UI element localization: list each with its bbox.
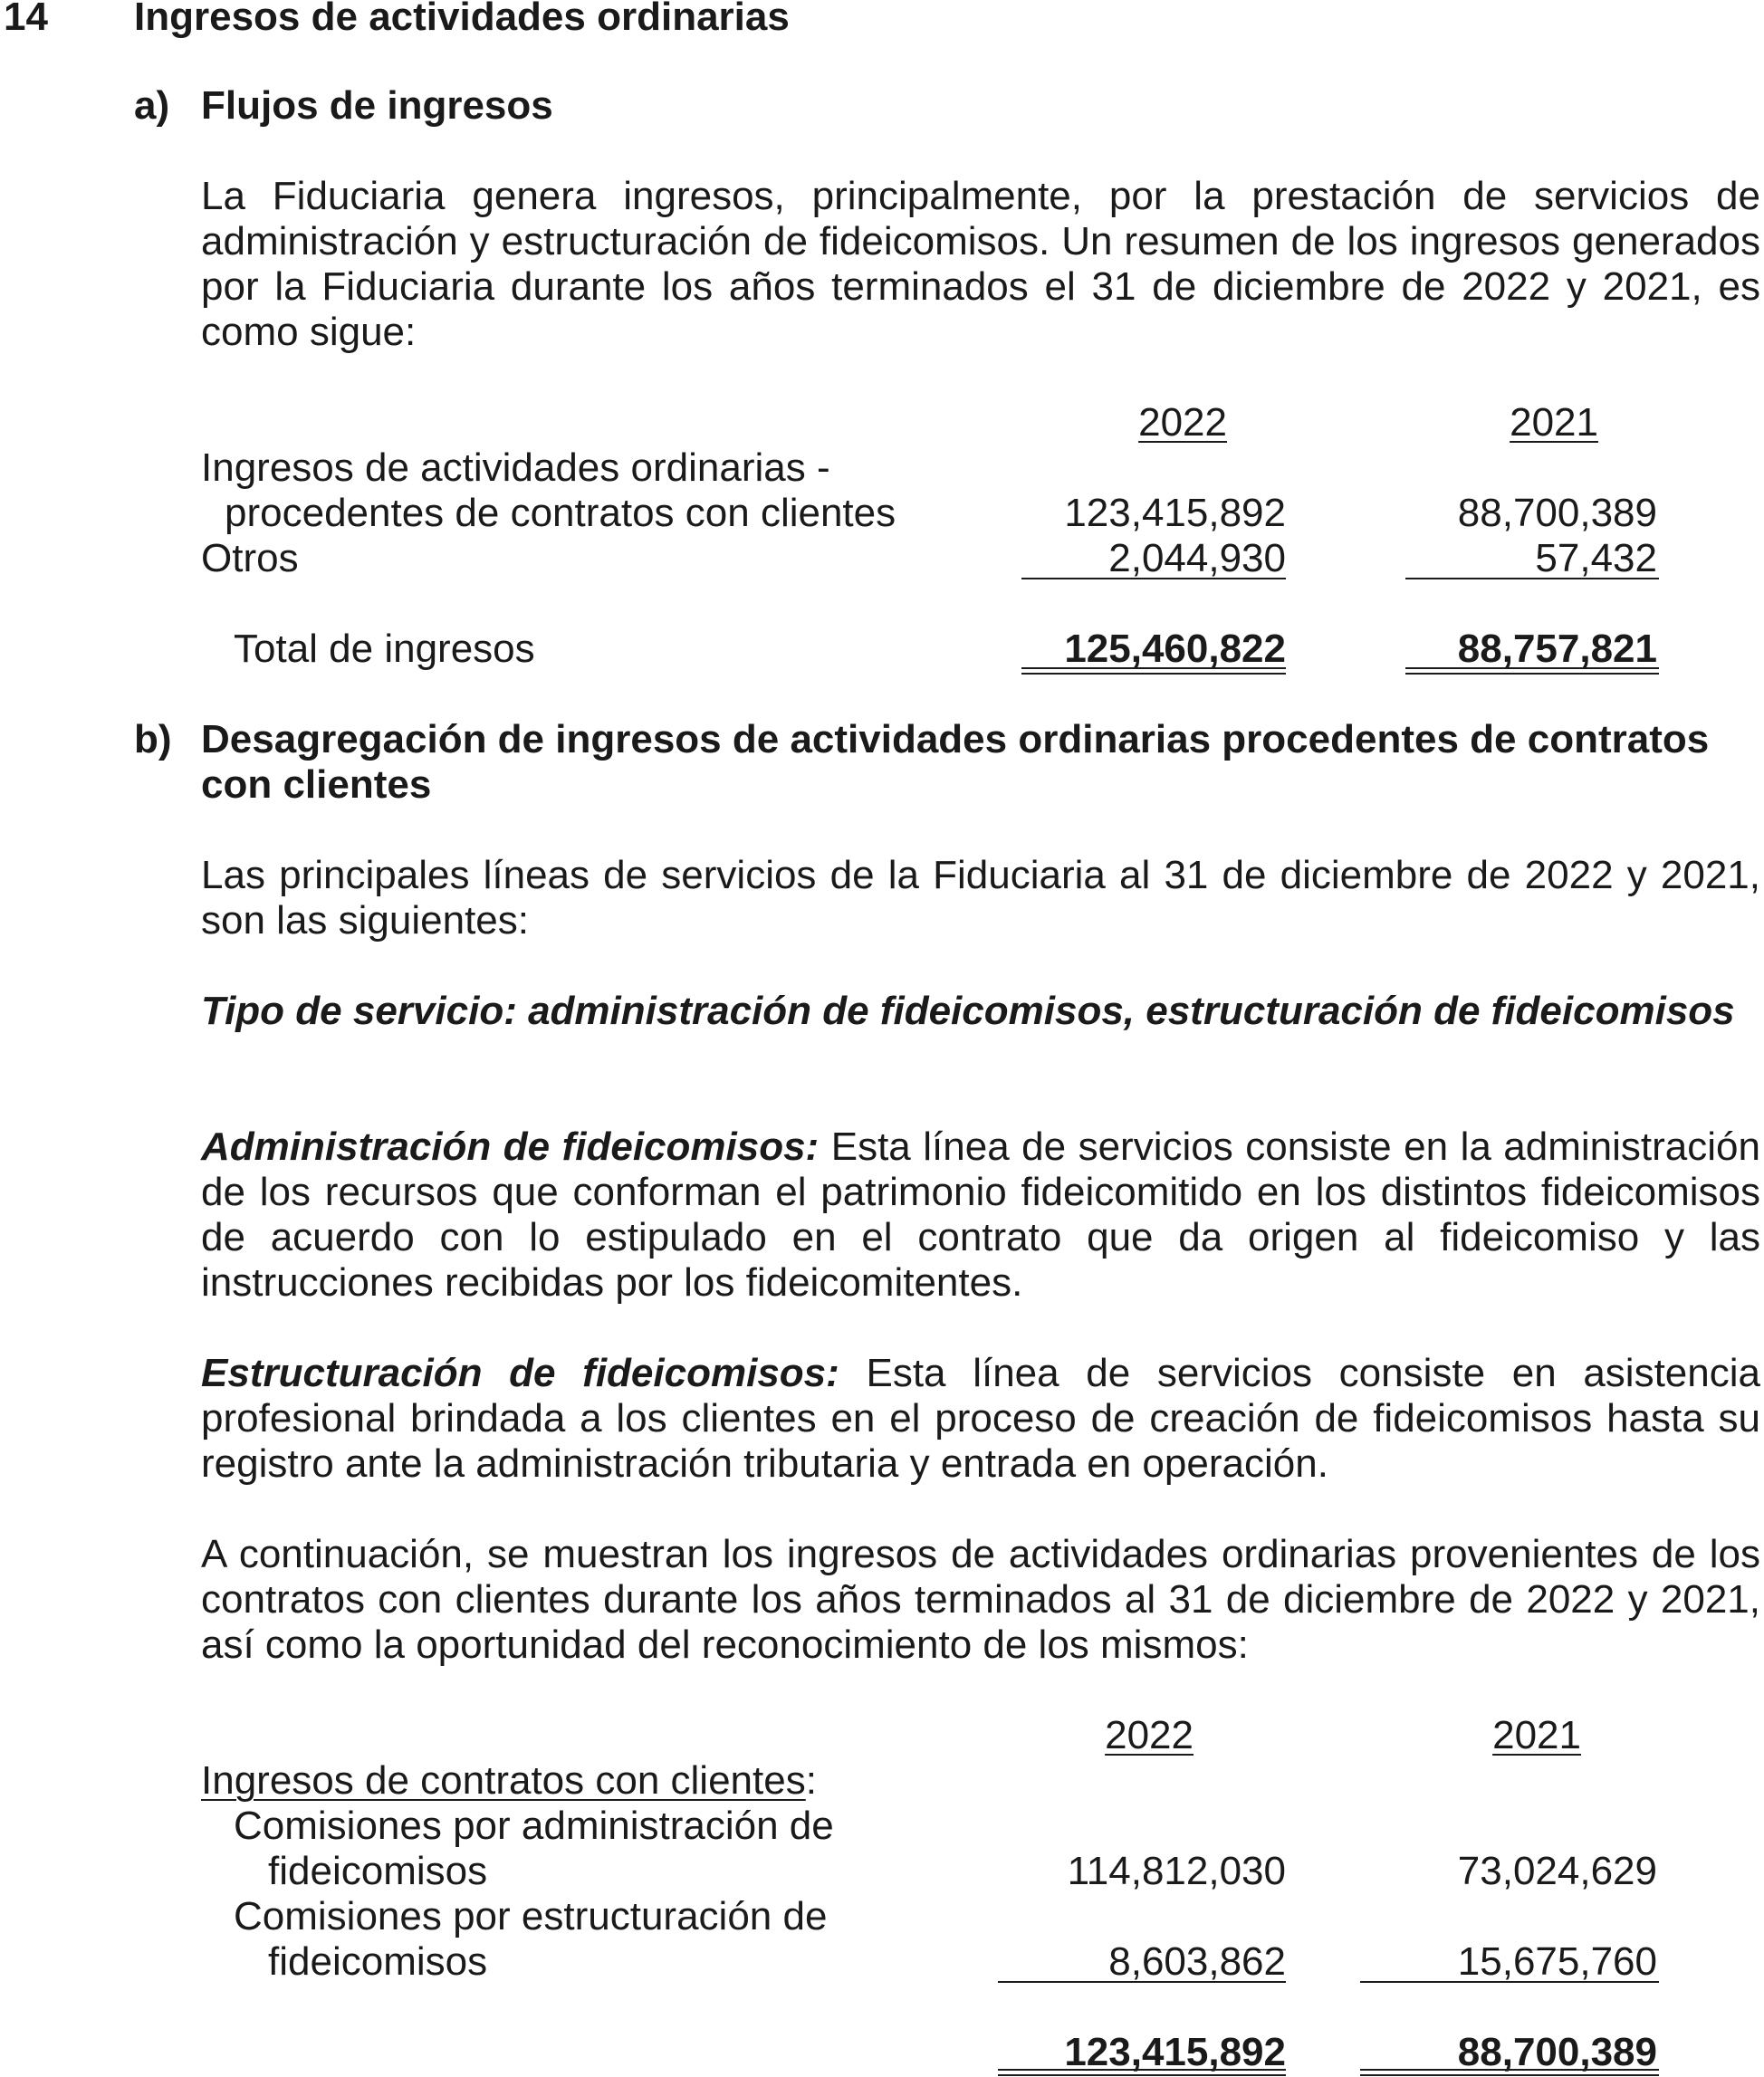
table-a-row1-2021: 88,700,389	[1457, 491, 1657, 535]
section-title: Ingresos de actividades ordinarias	[134, 0, 790, 39]
table-b-col-2022: 2022	[1105, 1713, 1194, 1757]
table-a-total-rule-2021	[1405, 667, 1659, 675]
admin-description	[201, 1125, 1760, 1306]
table-b-subtotal-rule-2022	[998, 1981, 1286, 1983]
part-a-marker: a)	[134, 83, 170, 128]
table-b-group-label	[201, 1758, 817, 1804]
table-a-row1-2022: 123,415,892	[1064, 491, 1286, 535]
table-a-col-2022: 2022	[1138, 400, 1227, 445]
table-b-row2-label-line1: Comisiones por estructuración de	[234, 1894, 828, 1938]
table-a-row1-label-line2: procedentes de contratos con clientes	[225, 491, 896, 535]
admin-text: Esta línea de servicios consiste en la administración de los recursos que conforman el patrimonio fideicomitido en los distintos fideicomisos de acuerdo con lo estipulado en el contrato que da origen al fideicomiso y las instrucciones recibidas por los fideicomitentes.	[201, 1125, 1760, 1305]
admin-term: Administración de fideicomisos:	[201, 1125, 820, 1169]
table-b-group-text: Ingresos de contratos con clientes	[201, 1758, 806, 1803]
table-a-total-label: Total de ingresos	[234, 627, 535, 671]
table-b-row2-2022: 8,603,862	[1108, 1939, 1286, 1984]
table-b-total-2021: 88,700,389	[1457, 2030, 1657, 2074]
table-b-row1-2022: 114,812,030	[1067, 1849, 1286, 1893]
table-b-row2-label-line2: fideicomisos	[268, 1939, 488, 1984]
table-a-total-rule-2022	[1021, 667, 1286, 675]
table-a-subtotal-rule-2022	[1021, 578, 1286, 579]
table-a-subtotal-rule-2021	[1405, 578, 1659, 579]
section-number: 14	[4, 0, 48, 39]
part-b-marker: b)	[134, 717, 172, 761]
table-b-total-rule-2021	[1360, 2069, 1659, 2076]
part-a-paragraph: La Fiduciaria genera ingresos, principalmente, por la prestación de servicios de administración y estructuración de fideicomisos. Un resumen de los ingresos generados por la Fiduciaria durante los años terminados el 31 de diciembre de 2022 y 2021, es como sigue:	[201, 174, 1760, 354]
table-b-row1-label-line1: Comisiones por administración de	[234, 1804, 834, 1848]
part-b-heading-line1: Desagregación de ingresos de actividades ordinarias procedentes de contratos	[201, 717, 1710, 761]
table-b-row1-label-line2: fideicomisos	[268, 1849, 488, 1893]
service-type: Tipo de servicio: administración de fideicomisos, estructuración de fideicomisos	[201, 989, 1735, 1033]
table-a-col-2021: 2021	[1510, 400, 1598, 445]
table-a-row2-label: Otros	[201, 536, 299, 580]
table-a-row1-label-line1: Ingresos de actividades ordinarias -	[201, 445, 830, 490]
table-a-row2-2021: 57,432	[1535, 536, 1657, 580]
table-b-subtotal-rule-2021	[1360, 1981, 1659, 1983]
table-b-col-2021: 2021	[1492, 1713, 1581, 1757]
struct-term: Estructuración de fideicomisos:	[201, 1351, 839, 1395]
part-b-heading-line2: con clientes	[201, 762, 432, 807]
table-b-group-colon: :	[805, 1758, 817, 1803]
struct-description	[201, 1351, 1760, 1487]
table-b-row2-2021: 15,675,760	[1457, 1939, 1657, 1984]
part-a-heading: Flujos de ingresos	[201, 83, 553, 128]
continuation-paragraph: A continuación, se muestran los ingresos de actividades ordinarias provenientes de los contratos con clientes durante los años terminados al 31 de diciembre de 2022 y 2021, así como la oportunidad del reconocimiento de los mismos:	[201, 1532, 1760, 1667]
table-b-row1-2021: 73,024,629	[1457, 1849, 1657, 1893]
table-b-total-2022: 123,415,892	[1064, 2030, 1286, 2074]
table-a-total-2022: 125,460,822	[1064, 627, 1286, 671]
table-b-total-rule-2022	[998, 2069, 1286, 2076]
table-a-total-2021: 88,757,821	[1457, 627, 1657, 671]
table-a-row2-2022: 2,044,930	[1108, 536, 1286, 580]
part-b-intro: Las principales líneas de servicios de la Fiduciaria al 31 de diciembre de 2022 y 2021, son las siguientes:	[201, 853, 1760, 943]
struct-text: Esta línea de servicios consiste en asistencia profesional brindada a los clientes en el proceso de creación de fideicomisos hasta su registro ante la administración tributaria y entrada en operación.	[201, 1351, 1760, 1486]
